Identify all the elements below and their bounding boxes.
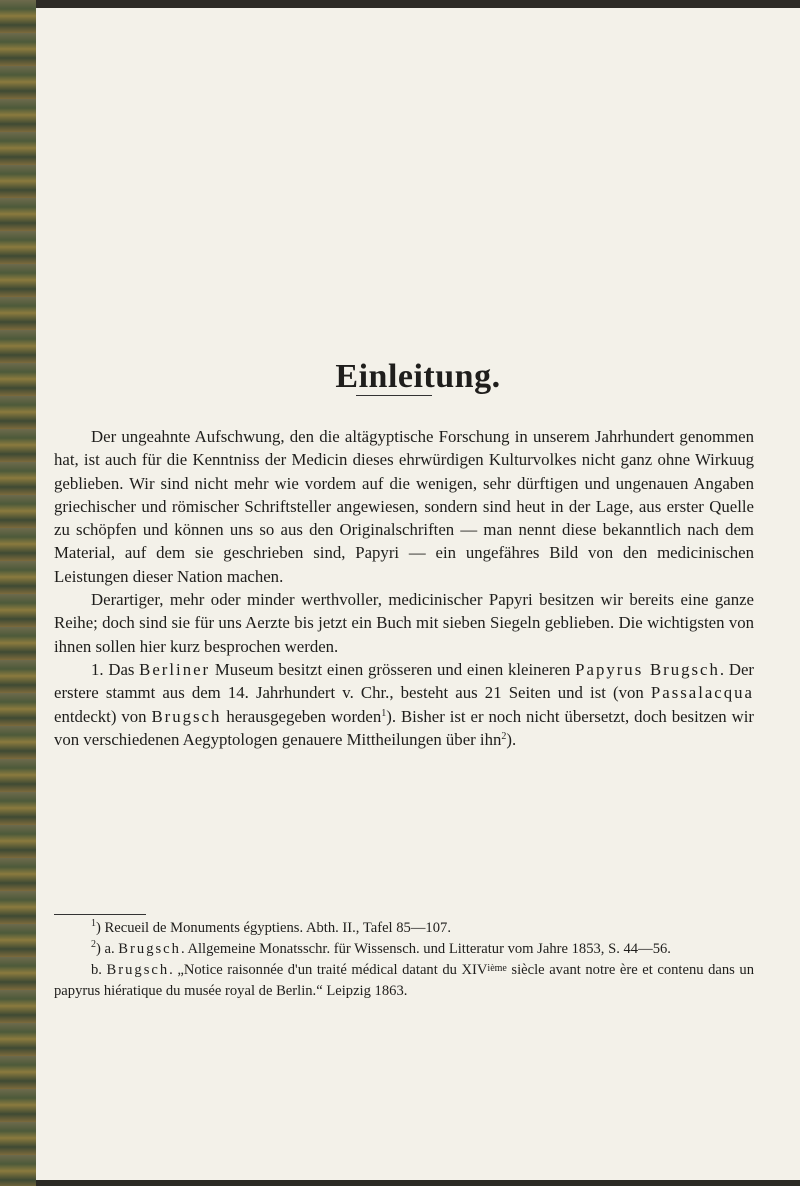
text-run: ). Bisher ist er noch nicht übersetzt, doch besitzen wir von verschiedenen Aegyptologen genauere Mittheilungen über ihn xyxy=(54,706,754,749)
footnote-ref-1: 1 xyxy=(381,707,387,719)
spaced-name: Passalacqua xyxy=(650,683,754,703)
superscript-ordinal: ième xyxy=(487,963,507,974)
scan-top-edge xyxy=(0,0,800,8)
text-run: 1. Das xyxy=(91,659,140,679)
text-run: entdeckt) von xyxy=(54,706,152,726)
text-run: . Der erstere stammt aus dem 14. Jahrhundert v. Chr., besteht aus 21 Seiten und ist (von xyxy=(54,659,754,703)
footnote-mark: 1 xyxy=(91,918,96,929)
footnote-2a xyxy=(54,939,754,960)
paragraph-3 xyxy=(54,658,754,751)
spaced-name: Brugsch xyxy=(106,962,170,978)
footnote-1 xyxy=(54,918,754,939)
text-run: Museum besitzt einen grösseren und einen kleineren xyxy=(210,659,576,679)
paragraph-1: Der ungeahnte Aufschwung, den die altägyptische Forschung in unserem Jahrhundert genommen hat, ist auch für die Kenntniss der Medicin dieses ehrwürdigen Kulturvolkes nicht ganz ohne Wirkuug geblieben. Wir sind nicht mehr wie vordem auf die wenigen, sehr dürftigen und ungenauen Angaben griechischer und römischer Schriftsteller angewiesen, sondern sind heut in der Lage, aus erster Quelle zu schöpfen und können uns so aus den Originalschriften — man nennt diese bekanntlich nach dem Material, auf dem sie geschrieben sind, Papyri — ein ungefähres Bild von den medicinischen Leistungen dieser Nation machen. xyxy=(54,427,754,586)
footnote-2b xyxy=(54,959,754,1001)
footnote-text: . Allgemeine Monatsschr. für Wissensch. und Litteratur vom Jahre 1853, S. 44—56. xyxy=(180,940,671,957)
footnote-rule xyxy=(54,914,146,915)
spaced-name: Brugsch xyxy=(118,940,181,957)
footnote-text: b. xyxy=(91,962,107,978)
page-title: Einleitung. xyxy=(335,358,501,395)
paragraph-2: Derartiger, mehr oder minder werthvoller, medicinischer Papyri besitzen wir bereits eine ganze Reihe; doch sind sie für uns Aerzte bis jetzt ein Buch mit sieben Siegeln geblieben. Die wichtigsten von ihnen sollen hier kurz besprochen werden. xyxy=(54,590,754,656)
spaced-name: Papyrus Brugsch xyxy=(575,659,720,679)
title-rule xyxy=(356,395,432,396)
footnote-text: siècle avant notre ère et contenu dans un papyrus hiératique du musée royal de Berlin.“ Leipzig 1863. xyxy=(54,962,754,999)
spaced-name: Brugsch xyxy=(151,706,222,726)
footnotes xyxy=(54,918,754,1001)
footnote-mark: 2 xyxy=(91,938,96,950)
footnote-text: ) a. xyxy=(96,940,119,957)
body-text xyxy=(54,425,754,751)
text-run: ). xyxy=(506,729,517,749)
footnote-ref-2: 2 xyxy=(501,730,507,742)
footnote-text: . „Notice raisonnée d'un traité médical datant du XIV xyxy=(169,962,488,978)
page xyxy=(36,8,800,1180)
spaced-name: Berliner xyxy=(139,659,211,679)
book-edge xyxy=(0,0,36,1186)
footnote-text: ) Recueil de Monuments égyptiens. Abth. II., Tafel 85—107. xyxy=(96,920,451,936)
text-run: herausgegeben worden xyxy=(221,706,382,726)
